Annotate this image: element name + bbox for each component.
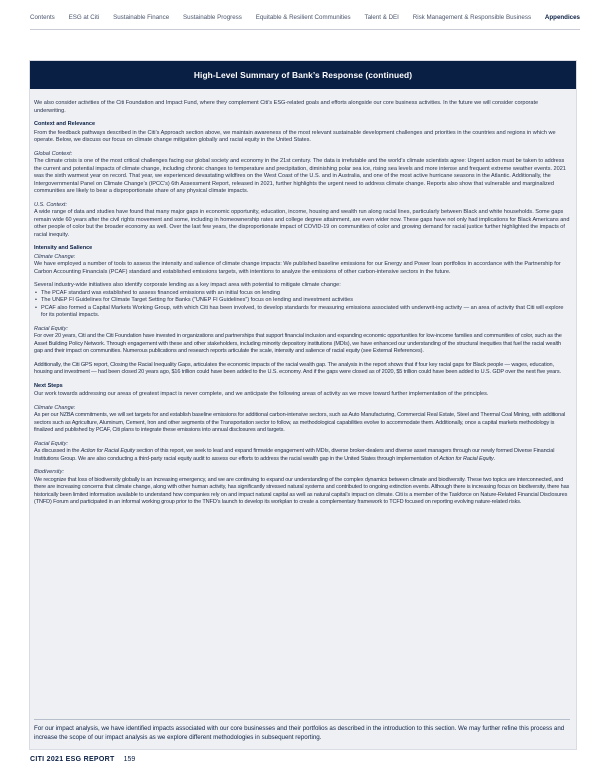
text-run: . [493, 455, 496, 462]
page-footer [30, 756, 135, 763]
context-paragraph: From the feedback pathways described in the Citi’s Approach section above, we maintain awareness of the most relevant sustainable development challenges and priorities in the countries and regions in which we operate. Below, we discuss our focus on climate change mitigation globally and racial equity in the United States. [34, 129, 556, 143]
report-section-link: Action for Racial Equity [80, 448, 135, 454]
next-steps-paragraph: Our work towards addressing our areas of greatest impact is never complete, and we anticipate the following areas of activity as we move toward further implementation of the principles. [34, 391, 489, 397]
climate-change-subheading: Climate Change: [34, 253, 76, 260]
context-heading: Context and Relevance [34, 121, 96, 127]
citi-gps-paragraph: Additionally, the Citi GPS report, Closing the Racial Inequality Gaps, articulates the economic impacts of the racial wealth gap. The analysis in the report shows that if four key racial gaps for Black people — wages, education, housing and investment — had been closed 20 years ago, $16 trillion could have been added to the U.S. economy. And if the gaps were closed as of 2020, $5 trillion could have been added to U.S. GDP over the next five years. [34, 361, 561, 375]
nav-risk-management[interactable]: Risk Management & Responsible Business [412, 14, 532, 21]
initiatives-intro: Several industry-wide initiatives also identify corporate lending as a key impact area with potential to mitigate climate change: [34, 282, 341, 288]
report-name: CITI 2021 ESG REPORT [30, 756, 115, 763]
us-context-subheading: U.S. Context: [34, 201, 67, 208]
report-section-link: Action for Racial Equity [439, 455, 494, 462]
text-run: As discussed in the [34, 448, 81, 454]
nav-contents[interactable]: Contents [30, 14, 55, 21]
global-context-paragraph: The climate crisis is one of the most critical challenges facing our global society and economy in the 21st century. The data is irrefutable and the world’s climate scientists agree: Urgent action must be taken to address the current and potential impacts of climate change, including chronic changes to temperature and precipitation, diminishing polar sea ice, rising sea levels and more intense and frequent extreme weather events. 2021 was the sixth warmest year on record. That year, we experienced devastating wildfires on the West Coast of the U.S. and in Australia, and one of the most active hurricane seasons in the Atlantic. Additionally, the Intergovernmental Panel on Climate Change’s (IPCC’s) 6th Assessment Report, released in 2021, further highlights the urgent need to address climate change. Reports also show that vulnerable and marginalized communities are likely to bear a disproportionate share of any physical climate impacts. [34, 158, 566, 194]
climate-change-next-paragraph: As per our NZBA commitments, we will set targets for and establish baseline emissions for additional carbon-intensive sectors, such as Auto Manufacturing, Commercial Real Estate, Steel and Thermal Coal Mining, with additional sectors such as Agriculture, Aluminum, Cement, Iron and other segments of the Transportation sector to follow, as methodological capabilities evolve to accommodate them. Additionally, once a capital markets methodology is finalized and published by PCAF, Citi plans to integrate these emissions into annual disclosures and targets. [34, 412, 566, 433]
summary-panel [29, 60, 577, 750]
racial-equity-next-paragraph [34, 448, 570, 463]
nav-talent-dei[interactable]: Talent & DEI [364, 14, 399, 21]
intensity-heading: Intensity and Salience [34, 245, 93, 251]
page-number: 159 [123, 756, 136, 763]
top-navigation [30, 14, 580, 28]
nav-appendices[interactable]: Appendices [544, 14, 580, 21]
nav-sustainable-progress[interactable]: Sustainable Progress [183, 14, 242, 21]
biodiversity-paragraph: We recognize that loss of biodiversity globally is an increasing emergency, and we are continuing to expand our understanding of the complex dynamics between climate and biodiversity. These two topics are interconnected, and there are increasing concerns that climate change, along with other human activity, has significantly stressed natural systems and contributed to ongoing extinction events. Although there is increasing focus on biodiversity, there has historically been limited information available to understand how companies rely on and impact natural capital as well as natural capital’s impact on climate. Citi is a member of the Taskforce on Nature-Related Financial Disclosures (TNFD) Forum and participated in an informal working group prior to the TNFD’s launch to develop its workplan to create a complementary framework to TCFD focused on reporting evolving nature-related risks. [34, 476, 570, 505]
list-item: • The PCAF standard was established to assess financed emissions with an initial focus on lending [34, 290, 570, 298]
impact-analysis-note: For our impact analysis, we have identified impacts associated with our core businesses and their portfolios as described in the introduction to this section. We may further refine this process and increase the scope of our impact analysis as we explore different methodologies in subsequent reporting. [34, 719, 570, 743]
racial-equity-paragraph: For over 20 years, Citi and the Citi Foundation have invested in organizations and partnerships that support financial inclusion and expanding economic opportunities for low-income families and communities of color, such as the Asset Building Policy Network. Through engagement with these and other stakeholders, including minority depository institutions (MDIs), we have enhanced our understanding of the structural inequities that fuel the racial wealth gap and their impact on communities. Numerous publications and research reports articulate the scale, intensity and salience of racial equity (see External References). [34, 333, 562, 354]
nav-sustainable-finance[interactable]: Sustainable Finance [113, 14, 170, 21]
text-run: section of this report, we seek to lead and expand firmwide engagement with MDIs, diverse broker-dealers and diverse asset managers through our newly formed Diverse Financial Institutions Group. We are also conducting a third-party racial equity audit to assess our efforts to address the racial wealth gap in the United States through implementation of [34, 448, 555, 462]
next-steps-heading: Next Steps [34, 382, 63, 389]
nav-divider [30, 29, 580, 30]
racial-equity-next-subheading: Racial Equity: [34, 440, 68, 447]
nav-equitable-communities[interactable]: Equitable & Resilient Communities [255, 14, 351, 21]
list-item: • PCAF also formed a Capital Markets Working Group, with which Citi has been involved, to develop standards for measuring emissions associated with underwrit-ing activity — an area of activity that Citi will explore for its potential impacts. [34, 305, 570, 320]
nav-esg-at-citi[interactable]: ESG at Citi [68, 14, 100, 21]
panel-title: High-Level Summary of Bank’s Response (continued) [30, 61, 576, 89]
racial-equity-subheading: Racial Equity: [34, 325, 68, 332]
climate-change-paragraph: We have employed a number of tools to assess the intensity and salience of climate change impacts: We published baseline emissions for our Energy and Power loan portfolios in accordance with the Partnership for Carbon Accounting Financials (PCAF) standard and established emissions targets, with intentions to analyze the emissions of other carbon-intensive sectors in the future. [34, 261, 561, 275]
climate-change-next-subheading: Climate Change: [34, 404, 76, 411]
intro-paragraph: We also consider activities of the Citi Foundation and Impact Fund, where they complement Citi’s ESG-related goals and efforts alongside our core business activities. In the future we will consider corporate underwriting. [34, 100, 539, 114]
initiatives-list [34, 290, 570, 320]
panel-body [30, 89, 576, 507]
us-context-paragraph: A wide range of data and studies have found that many major gaps in economic opportunity, education, income, housing and wealth run along racial lines, particularly between Black and white households. Some gaps remain wide 60 years after the civil rights movement and some, including in homeownership rates and college degree attainment, are even wider now. These gaps have not only had implications for Black Americans and other people of color but the broader economy as well. Over the last few years, the disproportionate impact of COVID-19 on communities of color and growing demand for racial justice further highlighted the impacts of racial inequity. [34, 209, 570, 238]
global-context-subheading: Global Context: [34, 150, 73, 157]
list-item: • The UNEP FI Guidelines for Climate Target Setting for Banks (“UNEP FI Guidelines”) focus on lending and investment activities [34, 297, 570, 305]
biodiversity-subheading: Biodiversity: [34, 469, 64, 475]
